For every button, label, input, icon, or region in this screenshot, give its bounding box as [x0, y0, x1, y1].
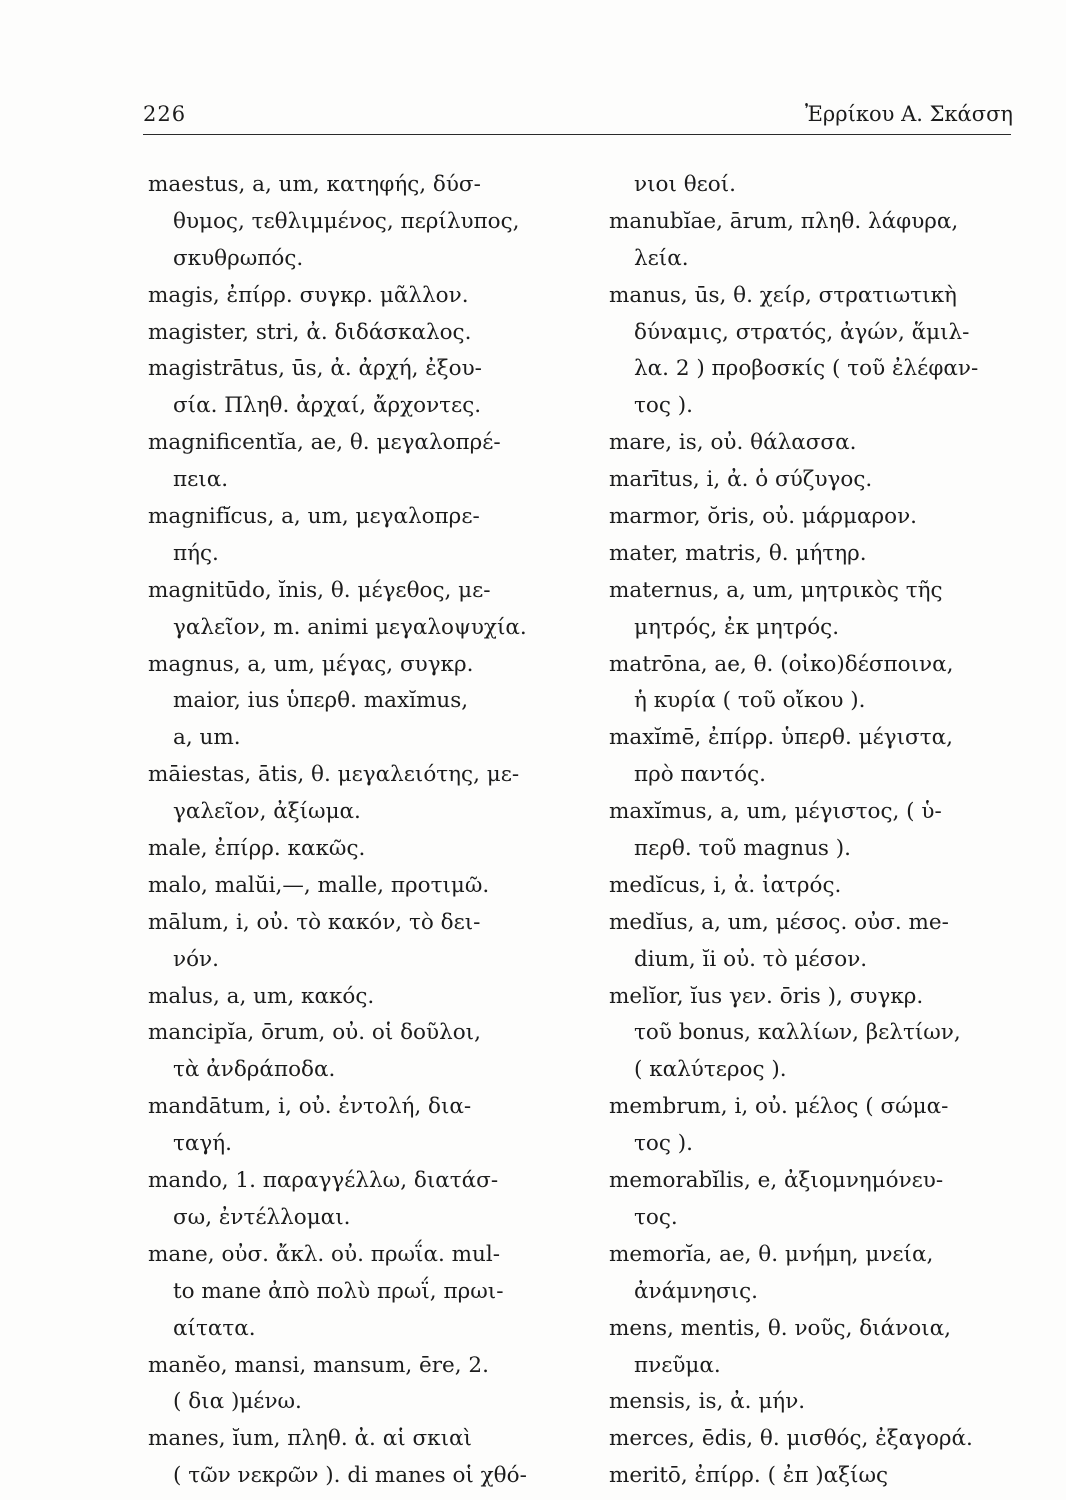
entry-line: τος. [634, 1204, 678, 1230]
entry-line: mando, 1. παραγγέλλω, διατάσ- [148, 1168, 499, 1194]
entry-line: νιοι θεοί. [634, 172, 736, 197]
entry-line: manus, ūs, θ. χείρ, στρατιωτικὴ [609, 282, 957, 308]
entry-line: maestus, a, um, κατηφής, δύσ- [148, 172, 481, 197]
entry-line: πρὸ παντός. [634, 762, 766, 788]
page-header [143, 96, 1013, 132]
entry-line: μητρός, ἐκ μητρός. [634, 614, 840, 640]
entry-line: mancipĭa, ōrum, οὐ. οἱ δοῦλοι, [148, 1020, 481, 1046]
entry-line: māiestas, ātis, θ. μεγαλειότης, με- [148, 762, 520, 788]
entry-line: meritō, ἐπίρρ. ( ἐπ )αξίως [609, 1463, 889, 1489]
entry-line: manubĭae, ārum, πληθ. λάφυρα, [609, 208, 959, 234]
entry-line: magnifĭcus, a, um, μεγαλοπρε- [148, 504, 480, 530]
entry-line: memorĭa, ae, θ. μνήμη, μνεία, [609, 1241, 934, 1267]
running-title: Ἐρρίκου Α. Σκάσση [805, 102, 1013, 126]
entry-line: to mane ἀπὸ πολὺ πρωΐ, πρωι- [173, 1278, 504, 1304]
entry-line: maxĭmē, ἐπίρρ. ὑπερθ. μέγιστα, [609, 725, 953, 751]
entry-line: τος ). [634, 1131, 693, 1157]
entry-line: maxĭmus, a, um, μέγιστος, ( ὑ- [609, 799, 942, 825]
entry-line: magis, ἐπίρρ. συγκρ. μᾶλλον. [148, 282, 469, 308]
entry-line: mane, οὐσ. ἄκλ. οὐ. πρωΐα. mul- [148, 1241, 501, 1267]
entry-line: medĭcus, i, ἀ. ἰατρός. [609, 872, 842, 898]
entry-line: πεια. [173, 467, 229, 493]
entry-line: malus, a, um, κακός. [148, 983, 375, 1009]
entry-line: γαλεῖον, ἀξίωμα. [173, 799, 361, 825]
entry-line: mater, matris, θ. μήτηρ. [609, 540, 867, 566]
entry-line: θυμος, τεθλιμμένος, περίλυπος, [173, 208, 520, 234]
entry-line: mensis, is, ἀ. μήν. [609, 1389, 806, 1415]
entry-line: αίτατα. [173, 1315, 256, 1341]
entry-line: τὰ ἀνδράποδα. [173, 1057, 336, 1083]
entry-line: manĕo, mansi, mansum, ēre, 2. [148, 1352, 489, 1378]
header-divider [143, 134, 1011, 135]
entry-line: ταγή. [173, 1131, 232, 1157]
entry-line: τος ). [634, 393, 693, 419]
left-column [148, 167, 573, 1495]
entry-line: manes, ĭum, πληθ. ἀ. αἱ σκιαὶ [148, 1426, 472, 1452]
entry-line: περθ. τοῦ magnus ). [634, 836, 852, 862]
entry-line: mens, mentis, θ. νοῦς, διάνοια, [609, 1315, 951, 1341]
entry-line: γαλεῖον, m. animi μεγαλοψυχία. [173, 614, 527, 640]
entry-line: δύναμις, στρατός, ἀγών, ἅμιλ- [634, 319, 970, 345]
entry-line: mālum, i, οὐ. τὸ κακόν, τὸ δει- [148, 909, 481, 935]
entry-line: marmor, ŏris, οὐ. μάρμαρον. [609, 504, 917, 530]
entry-line: medĭus, a, um, μέσος. οὐσ. me- [609, 909, 949, 935]
entry-line: malo, malŭi,—, malle, προτιμῶ. [148, 872, 490, 898]
entry-line: σω, ἐντέλλομαι. [173, 1204, 351, 1230]
entry-line: λα. 2 ) προβοσκίς ( τοῦ ἐλέφαν- [634, 356, 979, 382]
entry-line: mare, is, οὐ. θάλασσα. [609, 430, 857, 456]
entry-line: melĭor, ĭus γεν. ōris ), συγκρ. [609, 983, 924, 1009]
page-number: 226 [143, 102, 187, 126]
entry-line: νόν. [173, 946, 219, 972]
entry-line: magnus, a, um, μέγας, συγκρ. [148, 651, 474, 677]
entry-line: matrōna, ae, θ. (οἰκο)δέσποινα, [609, 651, 954, 677]
entry-line: male, ἐπίρρ. κακῶς. [148, 836, 366, 862]
entry-line: ( καλύτερος ). [634, 1057, 787, 1083]
entry-line: marītus, i, ἀ. ὁ σύζυγος. [609, 467, 873, 493]
entry-line: λεία. [634, 245, 689, 271]
entry-line: σκυθρωπός. [173, 245, 304, 271]
entry-line: membrum, i, οὐ. μέλος ( σώμα- [609, 1094, 949, 1120]
entry-line: πής. [173, 540, 219, 566]
entry-line: ἀνάμνησις. [634, 1278, 759, 1304]
entry-line: ( τῶν νεκρῶν ). di manes οἱ χθό- [173, 1463, 527, 1489]
entry-line: magnitūdo, ĭnis, θ. μέγεθος, με- [148, 577, 491, 603]
entry-line: σία. Πληθ. ἀρχαί, ἄρχοντες. [173, 393, 482, 419]
entry-line: magnificentĭa, ae, θ. μεγαλοπρέ- [148, 430, 501, 456]
entry-line: magister, stri, ἀ. διδάσκαλος. [148, 319, 472, 345]
entry-line: maior, ius ὑπερθ. maxĭmus, [173, 688, 469, 714]
entry-line: πνεῦμα. [634, 1352, 721, 1378]
entry-line: maternus, a, um, μητρικὸς τῆς [609, 577, 943, 603]
entry-line: a, um. [173, 725, 241, 751]
entry-line: mandātum, i, οὐ. ἐντολή, δια- [148, 1094, 472, 1120]
entry-line: ἡ κυρία ( τοῦ οἴκου ). [634, 688, 866, 714]
entry-line: dium, ĭi οὐ. τὸ μέσον. [634, 946, 868, 972]
entry-line: magistrātus, ūs, ἀ. ἀρχή, ἐξου- [148, 356, 482, 382]
right-column [609, 167, 1021, 1495]
entry-line: ( δια )μένω. [173, 1389, 302, 1415]
entry-line: memorabĭlis, e, ἀξιομνημόνευ- [609, 1168, 944, 1194]
entry-line: merces, ēdis, θ. μισθός, ἐξαγορά. [609, 1426, 973, 1452]
entry-line: τοῦ bonus, καλλίων, βελτίων, [634, 1020, 961, 1046]
